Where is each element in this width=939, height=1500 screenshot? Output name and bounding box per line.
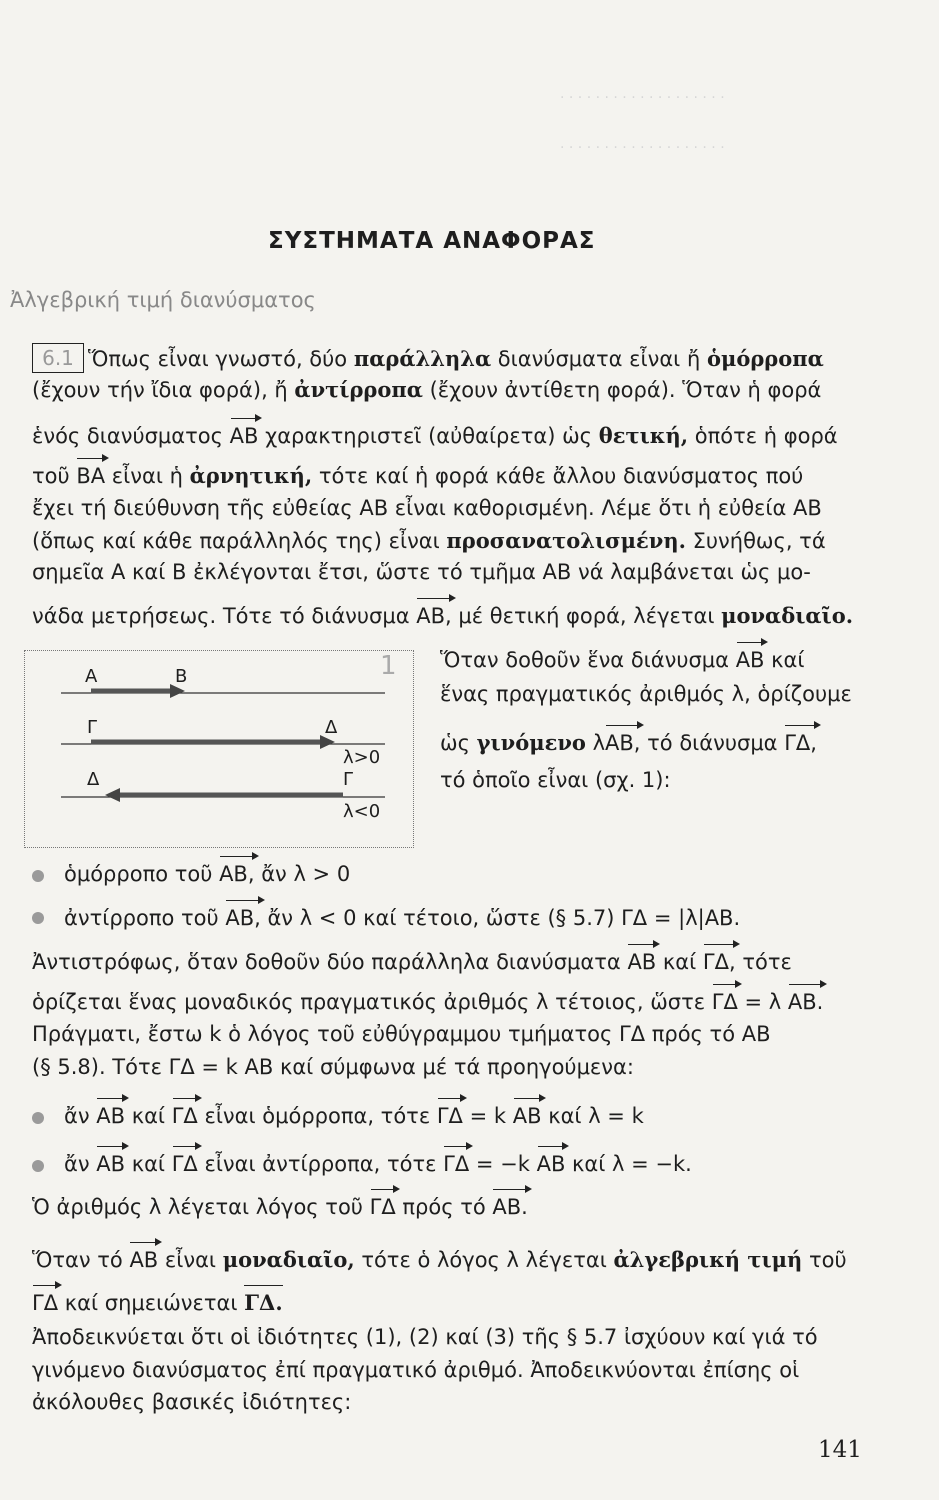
vector-gd-negative-arrowhead <box>105 788 120 802</box>
paragraph-3-line-2: ὁρίζεται ἕνας μοναδικός πραγματικός ἀριθμός λ τέτοιος, ὥστε ΓΔ = λ ΑΒ. <box>32 990 824 1014</box>
paragraph-4-line-6: ἀκόλουθες βασικές ἰδιότητες: <box>32 1390 352 1414</box>
paragraph-1-line-6: (ὅπως καί κάθε παράλληλός της) εἶναι προσανατολισμένη. Συνήθως, τά <box>32 528 826 553</box>
condition-positive: λ>0 <box>343 747 381 768</box>
condition-negative: λ<0 <box>343 801 381 822</box>
paragraph-2-line-1: Ὅταν δοθοῦν ἕνα διάνυσμα ΑΒ καί <box>440 648 805 672</box>
paragraph-3-line-4: (§ 5.8). Τότε ΓΔ = k ΑΒ καί σύμφωνα μέ τά προηγούμενα: <box>32 1055 634 1079</box>
bullet-dot <box>32 870 44 882</box>
paragraph-1-line-4: τοῦ ΒΑ εἶναι ἡ ἀρνητική, τότε καί ἡ φορά κάθε ἄλλου διανύσματος πού <box>32 463 804 488</box>
figure-1-drawing <box>25 651 413 847</box>
bullet-case-codirectional: ἄν ΑΒ καί ΓΔ εἶναι ὁμόρροπα, τότε ΓΔ = k ΑΒ καί λ = k <box>64 1104 644 1128</box>
paragraph-1-line-3: ἑνός διανύσματος ΑΒ χαρακτηριστεῖ (αὐθαίρετα) ὡς θετική, ὁπότε ἡ φορά <box>32 423 838 448</box>
figure-number: 1 <box>380 651 397 681</box>
label-delta-1: Δ <box>325 717 338 738</box>
label-gamma-1: Γ <box>87 717 98 738</box>
bullet-dot <box>32 1112 44 1124</box>
section-number-box: 6.1 <box>32 343 84 373</box>
paragraph-4-line-3: ΓΔ καί σημειώνεται ΓΔ. <box>32 1290 283 1315</box>
paragraph-1-line-8: νάδα μετρήσεως. Τότε τό διάνυσμα ΑΒ, μέ θετική φορά, λέγεται μοναδιαῖο. <box>32 603 854 628</box>
paragraph-4-line-5: γινόμενο διανύσματος ἐπί πραγματικό ἀριθμό. Ἀποδεικνύονται ἐπίσης οἱ <box>32 1358 800 1382</box>
paragraph-4-line-2: Ὅταν τό ΑΒ εἶναι μοναδιαῖο, τότε ὁ λόγος λ λέγεται ἀλγεβρική τιμή τοῦ <box>32 1247 847 1272</box>
page-number: 141 <box>818 1437 862 1463</box>
label-b: Β <box>175 666 188 687</box>
paragraph-1-line-1: Ὅπως εἶναι γνωστό, δύο παράλληλα διανύσματα εἶναι ἤ ὁμόρροπα <box>88 346 824 371</box>
bullet-opposite: ἀντίρροπο τοῦ ΑΒ, ἄν λ < 0 καί τέτοιο, ὥστε (§ 5.7) ΓΔ = |λ|ΑΒ. <box>64 906 741 930</box>
label-a: Α <box>85 666 98 687</box>
section-subtitle: Ἀλγεβρική τιμή διανύσματος <box>10 288 316 312</box>
paragraph-3-line-3: Πράγματι, ἔστω k ὁ λόγος τοῦ εὐθύγραμμου τμήματος ΓΔ πρός τό ΑΒ <box>32 1022 771 1046</box>
bullet-codirectional: ὁμόρροπο τοῦ ΑΒ, ἄν λ > 0 <box>64 862 351 886</box>
paragraph-3-line-1: Ἀντιστρόφως, ὅταν δοθοῦν δύο παράλληλα διανύσματα ΑΒ καί ΓΔ, τότε <box>32 950 792 974</box>
paragraph-1-line-7: σημεῖα Α καί Β ἐκλέγονται ἔτσι, ὥστε τό τμῆμα ΑΒ νά λαμβάνεται ὡς μο- <box>32 560 811 584</box>
paragraph-2-line-2: ἕνας πραγματικός ἀριθμός λ, ὁρίζουμε <box>440 682 852 706</box>
paragraph-4-line-1: Ὁ ἀριθμός λ λέγεται λόγος τοῦ ΓΔ πρός τό ΑΒ. <box>32 1195 528 1219</box>
bleed-through-text: · · · · · · · · · · · · · · · · · · · <box>560 90 725 106</box>
paragraph-4-line-4: Ἀποδεικνύεται ὅτι οἱ ἰδιότητες (1), (2) καί (3) τῆς § 5.7 ἰσχύουν καί γιά τό <box>32 1325 818 1349</box>
paragraph-2-line-3: ὡς γινόμενο λΑΒ, τό διάνυσμα ΓΔ, <box>440 730 817 755</box>
page-title: ΣΥΣΤΗΜΑΤΑ ΑΝΑΦΟΡΑΣ <box>268 228 596 254</box>
figure-1-box <box>24 650 414 848</box>
paragraph-1-line-5: ἔχει τή διεύθυνση τῆς εὐθείας ΑΒ εἶναι καθορισμένη. Λέμε ὅτι ἡ εὐθεία ΑΒ <box>32 496 822 520</box>
bullet-dot <box>32 1160 44 1172</box>
bullet-dot <box>32 912 44 924</box>
label-delta-2: Δ <box>87 769 100 790</box>
label-gamma-2: Γ <box>343 769 354 790</box>
vector-ab-arrowhead <box>170 684 185 698</box>
vector-gd-positive-arrowhead <box>320 735 335 749</box>
bullet-case-opposite: ἄν ΑΒ καί ΓΔ εἶναι ἀντίρροπα, τότε ΓΔ = −k ΑΒ καί λ = −k. <box>64 1152 692 1176</box>
bleed-through-text: · · · · · · · · · · · · · · · · · · · <box>560 140 725 156</box>
paragraph-1-line-2: (ἔχουν τήν ἴδια φορά), ἤ ἀντίρροπα (ἔχουν ἀντίθετη φορά). Ὅταν ἡ φορά <box>32 377 822 402</box>
paragraph-2-line-4: τό ὁποῖο εἶναι (σχ. 1): <box>440 768 671 792</box>
